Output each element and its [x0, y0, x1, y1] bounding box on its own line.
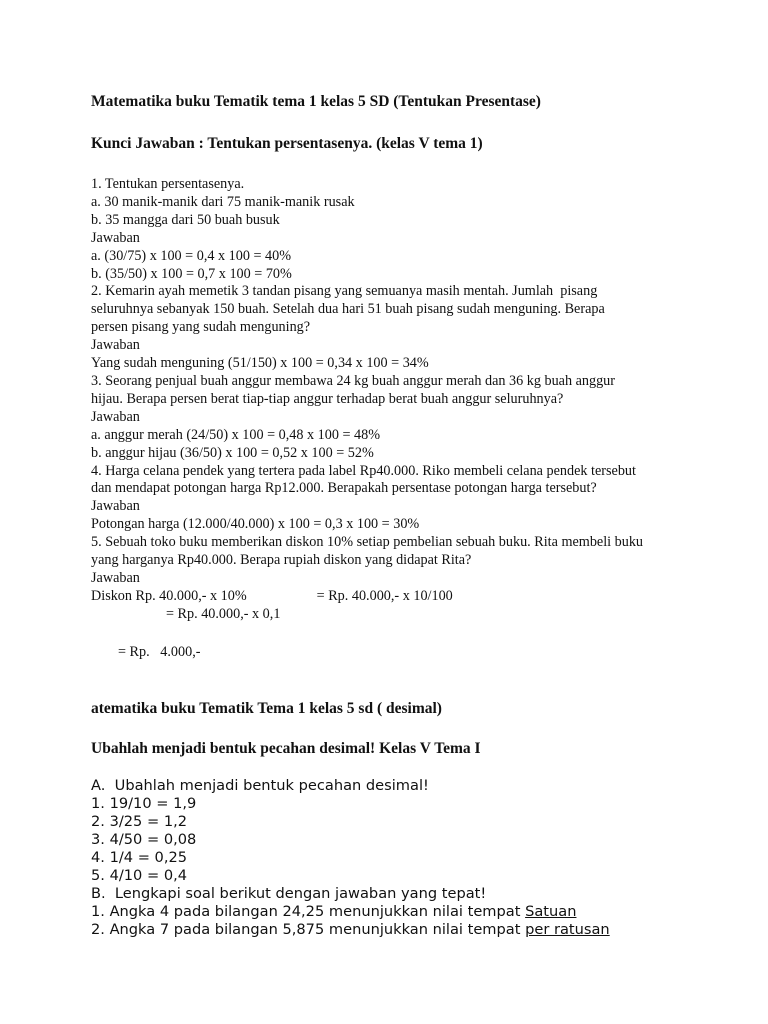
text-line: 3. Seorang penjual buah anggur membawa 24 kg buah anggur merah dan 36 kg buah anggur — [91, 372, 616, 389]
text-line: dan mendapat potongan harga Rp12.000. Berapakah persentase potongan harga tersebut? — [91, 480, 597, 497]
item1-answer: Satuan — [525, 902, 577, 920]
section2-item1 — [91, 903, 691, 921]
text-line: b. anggur hijau (36/50) x 100 = 0,52 x 100 = 52% — [91, 444, 374, 461]
item2-text: 2. Angka 7 pada bilangan 5,875 menunjukkan nilai tempat — [91, 920, 526, 938]
diskon-label: Diskon Rp. 40.000,- x 10% — [91, 587, 247, 604]
text-line: b. 35 mangga dari 50 buah busuk — [91, 211, 280, 228]
text-line: Jawaban — [91, 229, 140, 246]
text-line: A. Ubahlah menjadi bentuk pecahan desimal! — [91, 777, 429, 795]
diskon-result: = Rp. 4.000,- — [118, 643, 201, 660]
text-line: seluruhnya sebanyak 150 buah. Setelah dua hari 51 buah pisang sudah menguning. Berapa — [91, 301, 605, 318]
text-line: 2. Kemarin ayah memetik 3 tandan pisang yang semuanya masih mentah. Jumlah pisang — [91, 283, 598, 300]
section1-body — [91, 176, 691, 588]
text-line: Potongan harga (12.000/40.000) x 100 = 0,3 x 100 = 30% — [91, 516, 420, 533]
section1-title: Matematika buku Tematik tema 1 kelas 5 SD (Tentukan Presentase) — [91, 93, 541, 110]
text-line: 5. 4/10 = 0,4 — [91, 866, 188, 884]
section2-title: atematika buku Tematik Tema 1 kelas 5 sd ( desimal) — [91, 700, 442, 718]
document-page — [91, 92, 691, 939]
text-line: hijau. Berapa persen berat tiap-tiap anggur terhadap berat buah anggur seluruhnya? — [91, 390, 564, 407]
section1-subtitle: Kunci Jawaban : Tentukan persentasenya. (kelas V tema 1) — [91, 135, 483, 152]
text-line: 3. 4/50 = 0,08 — [91, 831, 197, 849]
diskon-line — [91, 588, 691, 606]
section2-subtitle: Ubahlah menjadi bentuk pecahan desimal! Kelas V Tema I — [91, 740, 481, 758]
text-line: persen pisang yang sudah menguning? — [91, 319, 311, 336]
text-line: 5. Sebuah toko buku memberikan diskon 10% setiap pembelian sebuah buku. Rita membeli buku — [91, 534, 644, 551]
text-line: 2. 3/25 = 1,2 — [91, 813, 188, 831]
text-line: yang harganya Rp40.000. Berapa rupiah diskon yang didapat Rita? — [91, 552, 472, 569]
item2-answer: per ratusan — [525, 920, 610, 938]
text-line: a. (30/75) x 100 = 0,4 x 100 = 40% — [91, 247, 292, 264]
text-line: Jawaban — [91, 498, 140, 515]
text-line: 4. Harga celana pendek yang tertera pada label Rp40.000. Riko membeli celana pendek tersebut — [91, 462, 636, 479]
text-line: 4. 1/4 = 0,25 — [91, 849, 188, 867]
text-line: b. (35/50) x 100 = 0,7 x 100 = 70% — [91, 265, 292, 282]
text-line: Jawaban — [91, 337, 140, 354]
text-line: Yang sudah menguning (51/150) x 100 = 0,34 x 100 = 34% — [91, 355, 429, 372]
diskon-equation: = Rp. 40.000,- x 10/100 — [316, 587, 453, 604]
section2-item2 — [91, 921, 691, 939]
text-line: B. Lengkapi soal berikut dengan jawaban yang tepat! — [91, 884, 487, 902]
text-line: Jawaban — [91, 408, 140, 425]
item1-text: 1. Angka 4 pada bilangan 24,25 menunjukkan nilai tempat — [91, 902, 526, 920]
text-line: Jawaban — [91, 569, 140, 586]
text-line: 1. Tentukan persentasenya. — [91, 176, 245, 192]
text-line: a. 30 manik-manik dari 75 manik-manik rusak — [91, 193, 355, 210]
diskon-step2: = Rp. 40.000,- x 0,1 — [166, 605, 281, 622]
section2-body — [91, 777, 691, 902]
text-line: 1. 19/10 = 1,9 — [91, 795, 197, 813]
text-line: a. anggur merah (24/50) x 100 = 0,48 x 100 = 48% — [91, 426, 381, 443]
